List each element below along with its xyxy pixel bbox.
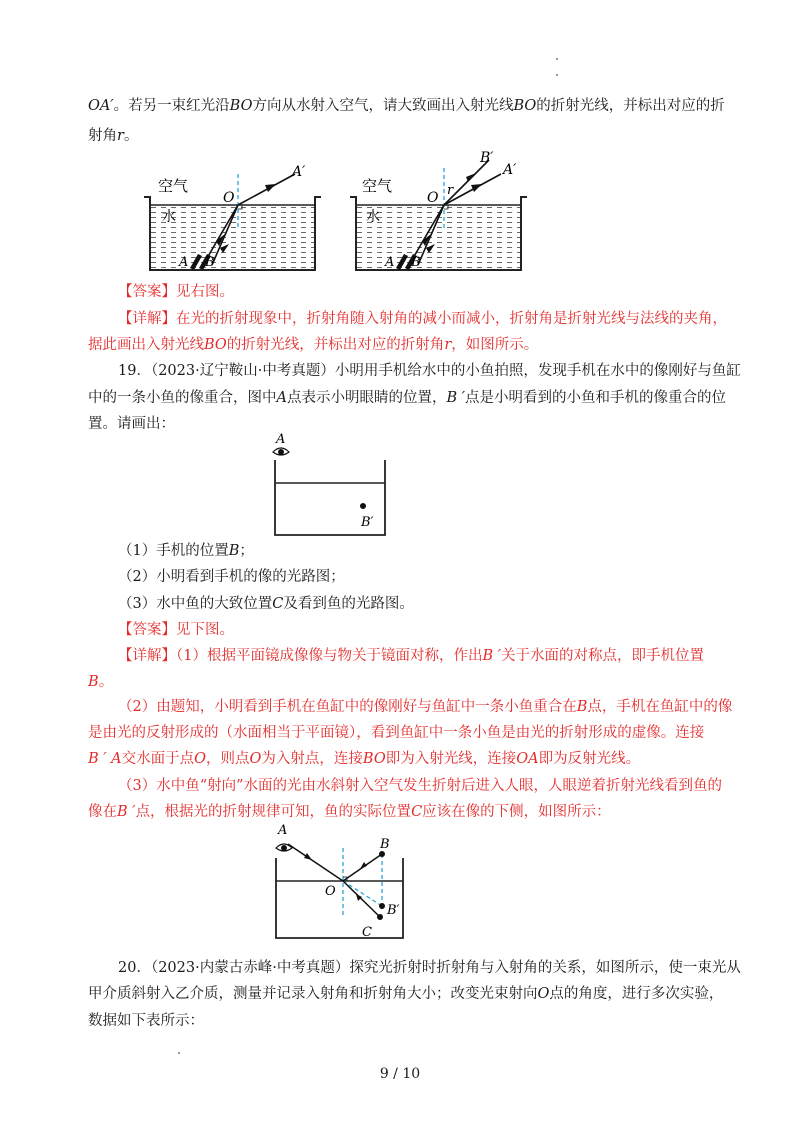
text: 见右图。: [176, 284, 234, 300]
math-b-prime-a: B ′ A: [88, 751, 122, 767]
math-r: r: [117, 128, 124, 144]
math-a: A: [276, 390, 287, 406]
label-a: A: [278, 823, 288, 838]
text: （1）手机的位置: [118, 543, 229, 559]
arrow-icon: [360, 862, 367, 869]
text: 像在: [88, 804, 117, 820]
label-a-prime: A′: [503, 162, 517, 178]
label-a: A: [385, 255, 395, 270]
label-b-prime: B′: [361, 515, 374, 530]
paragraph-line: [88, 96, 725, 116]
text: 中的一条小鱼的像重合，图中: [88, 390, 277, 406]
label-b-prime: B′: [387, 903, 400, 918]
text: 方向从水射入空气，请大致画出入射光线: [252, 98, 514, 114]
eye-pupil: [281, 845, 287, 851]
decor-dot: [556, 74, 558, 76]
text: 。: [123, 128, 139, 144]
detail-line: [88, 335, 538, 355]
figure-refraction-1: [150, 160, 330, 275]
text: 。若另一束红光沿: [113, 98, 230, 114]
label-a-prime: A′: [292, 164, 306, 180]
label-b: B: [380, 837, 390, 852]
text: （2）由题知，小明看到手机在鱼缸中的像刚好与鱼缸中一条小鱼重合在: [118, 699, 577, 715]
text: （2）小明看到手机的像的光路图；: [118, 569, 345, 585]
text: 在光的折射现象中，折射角随入射角的减小而减小，折射角是折射光线与法线的夹角，: [176, 311, 727, 327]
text: B。: [88, 674, 114, 690]
tank-outline: [276, 858, 403, 938]
label-o: O: [223, 190, 235, 206]
label-c: C: [362, 925, 372, 940]
arrow-icon: [304, 853, 312, 860]
subquestion-3: [118, 594, 414, 614]
text: ，如图所示。: [451, 337, 539, 353]
label-air: 空气: [158, 177, 189, 195]
text: 即为反射光线。: [538, 751, 641, 767]
text: 点，手机在鱼缸中的像: [587, 699, 733, 715]
detail-line: [88, 749, 640, 769]
question-20-line: [88, 1011, 204, 1031]
text: 及看到鱼的光路图。: [283, 596, 414, 612]
text: 据此画出入射光线: [88, 337, 204, 353]
question-19-line: [88, 414, 175, 434]
text: 即为入射光线，连接: [385, 751, 517, 767]
math-b: B: [576, 699, 588, 715]
label-air: 空气: [362, 177, 393, 195]
question-19-line: [88, 388, 726, 408]
text: 20．（2023·内蒙古赤峰·中考真题）探究光折射时折射角与入射角的关系，如图所示，使一束光从: [118, 960, 741, 976]
label-b: B: [411, 255, 421, 270]
figure-fish-tank: [265, 430, 395, 540]
point-c: [377, 914, 383, 920]
label-o: O: [427, 190, 439, 206]
math-o: O: [249, 751, 262, 767]
detail-line: [118, 646, 704, 666]
question-19-line: [118, 361, 741, 381]
text: 应该在像的下侧，如图所示：: [422, 804, 611, 820]
text: 射角: [88, 128, 117, 144]
detail-line: [118, 697, 732, 717]
eye-pupil: [278, 449, 284, 455]
text: 的折射光线，并标出对应的折: [536, 98, 725, 114]
math-o: O: [194, 751, 207, 767]
math-c: C: [411, 804, 423, 820]
text: 为入射点，连接: [261, 751, 363, 767]
text: 甲介质斜射入乙介质，测量并记录入射角和折射角大小；改变光束射向: [88, 986, 538, 1002]
text: 置。请画出：: [88, 416, 175, 432]
point-b-prime: [379, 903, 385, 909]
text: 点的角度，进行多次实验，: [549, 986, 724, 1002]
text: 关于水面的对称点，即手机位置: [501, 648, 705, 664]
detail-line: [88, 672, 113, 692]
math-c: C: [272, 596, 284, 612]
detail-tag: 【详解】: [118, 648, 176, 664]
text: （1）根据平面镜成像像与物关于镜面对称，作出: [176, 648, 483, 664]
reflected-ray-oa: [288, 844, 343, 881]
question-20-line: [88, 984, 723, 1004]
subquestion-1: [118, 541, 254, 561]
answer-tag: 【答案】: [118, 284, 176, 300]
answer-line: [118, 282, 234, 302]
decor-dot: [556, 58, 558, 60]
text: 的折射光线，并标出对应的折射角: [226, 337, 445, 353]
math-bo: BO: [362, 751, 386, 767]
math-oa1: OA′: [88, 98, 114, 114]
text: 点是小明看到的小鱼和手机的像重合的位: [465, 390, 727, 406]
text: 数据如下表所示：: [88, 1013, 204, 1029]
label-water: 水: [162, 209, 176, 225]
label-b-prime: B′: [480, 150, 494, 166]
math-b: B: [228, 543, 240, 559]
detail-line: [88, 723, 704, 743]
math-r: r: [444, 337, 452, 353]
math-oa: OA: [516, 751, 539, 767]
text: 点表示小明眼睛的位置，: [286, 390, 447, 406]
decor-dot: [178, 1052, 180, 1054]
virtual-ray: [343, 881, 382, 906]
text: （3）水中鱼“射向”水面的光由水斜射入空气发生折射后进入人眼，人眼逆着折射光线看到鱼的: [118, 778, 723, 794]
label-b: B: [205, 255, 215, 270]
arrow-icon: [265, 184, 276, 192]
math-bo: BO: [513, 98, 537, 114]
subquestion-2: [118, 567, 345, 587]
detail-line: [118, 776, 722, 796]
point-b-prime: [360, 503, 366, 509]
detail-tag: 【详解】: [118, 311, 176, 327]
text: 是由光的反射形成的（水面相当于平面镜），看到鱼缸中一条小鱼是由光的折射形成的虚像。连接: [88, 725, 705, 741]
label-a: A: [179, 255, 189, 270]
detail-line: [118, 309, 727, 329]
answer-line: [118, 620, 234, 640]
arrow-icon: [466, 173, 476, 182]
figure-fish-tank-solution: [268, 818, 418, 948]
arrow-icon: [471, 184, 482, 192]
question-20-line: [118, 958, 741, 978]
arrow-icon: [356, 894, 362, 901]
text: 19．（2023·辽宁鞍山·中考真题）小明用手机给水中的小鱼拍照，发现手机在水中的像刚好与鱼缸: [118, 363, 741, 379]
label-water: 水: [366, 209, 380, 225]
fish-ray-co: [343, 881, 380, 917]
page-number: 9 / 10: [379, 1066, 421, 1082]
text: ，则点: [206, 751, 250, 767]
math-b-prime: B ′: [117, 804, 136, 820]
label-a: A: [276, 432, 286, 447]
math-bo: BO: [204, 337, 227, 353]
refracted-ray: [238, 174, 295, 205]
text: ；: [239, 543, 254, 559]
answer-tag: 【答案】: [118, 622, 176, 638]
label-r: r: [447, 183, 454, 198]
text: （3）水中鱼的大致位置: [118, 596, 273, 612]
paragraph-line: [88, 126, 138, 146]
math-b-prime: B ′: [482, 648, 502, 664]
figure-refraction-2: [356, 150, 536, 275]
text: 点，根据光的折射规律可知，鱼的实际位置: [135, 804, 412, 820]
label-o: O: [325, 884, 336, 899]
text: 见下图。: [176, 622, 234, 638]
text: 交水面于点: [121, 751, 195, 767]
math-b-prime: B ′: [446, 390, 466, 406]
math-bo: BO: [229, 98, 253, 114]
math-o: O: [537, 986, 550, 1002]
